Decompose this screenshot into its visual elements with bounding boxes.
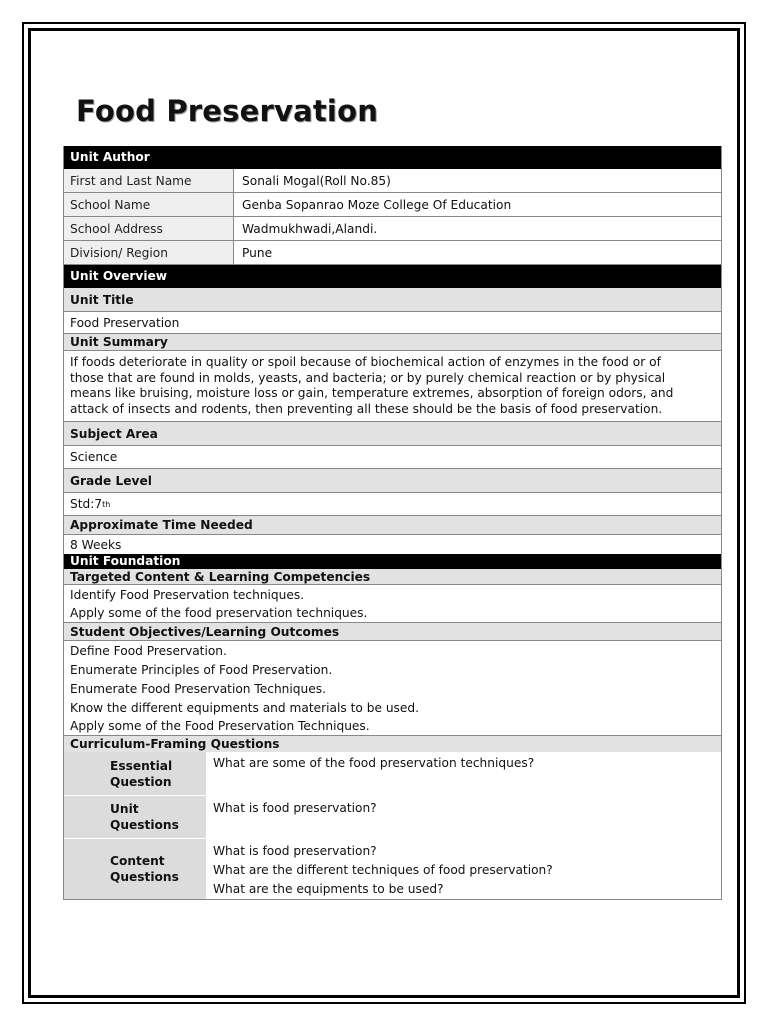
targeted-content-label: Targeted Content & Learning Competencies — [64, 569, 721, 585]
time-needed-label: Approximate Time Needed — [64, 516, 721, 535]
grade-text: Std:7 — [70, 497, 103, 511]
school-name-row — [64, 193, 721, 217]
cfq-label: Curriculum-Framing Questions — [64, 736, 721, 752]
division-region-row — [64, 241, 721, 265]
grade-level-value — [64, 493, 721, 516]
time-needed-value: 8 Weeks — [64, 535, 721, 554]
subject-area-label: Subject Area — [64, 422, 721, 446]
content-item: Apply some of the food preservation techniques. — [64, 604, 721, 623]
essential-question-row — [64, 752, 721, 796]
field-value: Genba Sopanrao Moze College Of Education — [242, 197, 512, 212]
unit-title-value: Food Preservation — [64, 312, 721, 334]
essential-question-label: Essential Question — [64, 752, 206, 795]
field-value: Sonali Mogal(Roll No.85) — [242, 173, 391, 188]
document-title: Food Preservation — [76, 94, 379, 128]
unit-foundation-header: Unit Foundation — [64, 554, 721, 569]
objective-item: Define Food Preservation. — [64, 641, 721, 660]
objectives-label: Student Objectives/Learning Outcomes — [64, 623, 721, 641]
grade-superscript: th — [102, 499, 111, 509]
essential-question-text: What are some of the food preservation techniques? — [206, 752, 721, 795]
field-label: Division/ Region — [64, 241, 234, 264]
objective-item: Enumerate Principles of Food Preservation. — [64, 660, 721, 679]
field-label: School Name — [64, 193, 234, 216]
subject-area-value: Science — [64, 446, 721, 469]
summary-line: attack of insects and rodents, then preventing all these should be the basis of food preservation. — [70, 401, 663, 416]
unit-questions-row — [64, 796, 721, 839]
unit-title-label: Unit Title — [64, 288, 721, 312]
content-questions-row — [64, 839, 721, 899]
content-item: Identify Food Preservation techniques. — [64, 585, 721, 604]
field-label: School Address — [64, 217, 234, 240]
field-label: First and Last Name — [64, 169, 234, 192]
objective-item: Know the different equipments and materials to be used. — [64, 698, 721, 717]
field-value: Pune — [242, 245, 273, 260]
author-name-row — [64, 169, 721, 193]
objective-item: Enumerate Food Preservation Techniques. — [64, 679, 721, 698]
unit-overview-header: Unit Overview — [64, 265, 721, 288]
summary-line: those that are found in molds, yeasts, and bacteria; or by purely chemical reaction or by physical — [70, 370, 666, 385]
school-address-row — [64, 217, 721, 241]
content-questions-label: Content Questions — [64, 839, 206, 899]
summary-line: means like bruising, moisture loss or gain, temperature extremes, absorption of foreign odors, and — [70, 386, 674, 400]
grade-level-label: Grade Level — [64, 469, 721, 493]
unit-summary — [64, 351, 721, 422]
unit-summary-label: Unit Summary — [64, 334, 721, 351]
objective-item: Apply some of the Food Preservation Techniques. — [64, 717, 721, 736]
unit-questions-text: What is food preservation? — [206, 796, 721, 838]
unit-author-header: Unit Author — [64, 146, 721, 169]
unit-plan-table — [63, 146, 722, 900]
summary-line: If foods deteriorate in quality or spoil because of biochemical action of enzymes in the food or of — [70, 355, 661, 369]
unit-questions-label: Unit Questions — [64, 796, 206, 838]
content-questions-text: What is food preservation? What are the different techniques of food preservation? What are the equipments to be used? — [206, 839, 721, 899]
field-value: Wadmukhwadi,Alandi. — [242, 221, 378, 236]
